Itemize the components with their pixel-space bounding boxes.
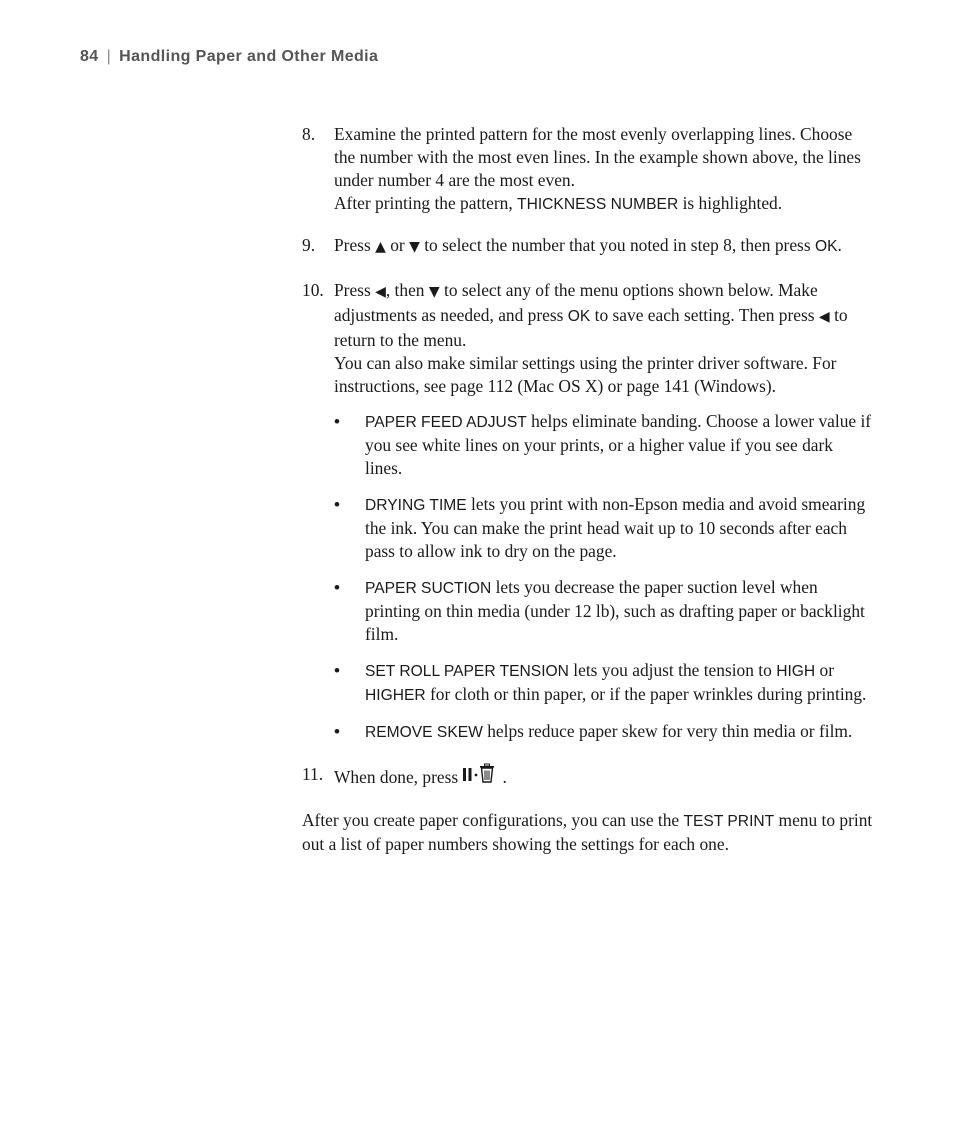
page-content [302, 123, 874, 873]
down-arrow-icon: ▼ [409, 239, 420, 255]
step-number: 8. [302, 124, 316, 144]
bullet-icon: • [334, 412, 340, 431]
step-text: Press ◀, then ▼ to select any of the menu options shown below. Make adjustments as needed, and press OK to save each setting. Then press ◀ to return to the menu. [334, 280, 848, 350]
step-9 [302, 234, 874, 259]
bullet-icon: • [334, 495, 340, 514]
ui-label: PAPER FEED ADJUST [365, 414, 527, 431]
list-item: • DRYING TIME lets you print with non-Epson media and avoid smearing the ink. You can make the print head wait up to 10 seconds after each pass to allow ink to dry on the page. [334, 494, 866, 561]
list-item: • PAPER SUCTION lets you decrease the paper suction level when printing on thin media (under 12 lb), such as drafting paper or backlight film. [334, 577, 865, 644]
step-11 [302, 763, 874, 791]
step-10 [302, 279, 874, 744]
left-arrow-icon: ◀ [375, 284, 386, 300]
ui-label: REMOVE SKEW [365, 724, 483, 741]
pause-cancel-icon [462, 763, 502, 791]
step-note: You can also make similar settings using the printer driver software. For instructions, see page 112 (Mac OS X) or page 141 (Windows). [334, 353, 837, 396]
closing-paragraph: After you create paper configurations, you can use the TEST PRINT menu to print out a list of paper numbers showing the settings for each one. [302, 810, 873, 854]
list-item: • SET ROLL PAPER TENSION lets you adjust the tension to HIGH or HIGHER for cloth or thin paper, or if the paper wrinkles during printing. [334, 659, 874, 707]
step-note: After printing the pattern, THICKNESS NUMBER is highlighted. [334, 193, 783, 213]
ui-label: SET ROLL PAPER TENSION [365, 663, 569, 680]
section-title: Handling Paper and Other Media [119, 48, 379, 65]
ui-label-thickness-number: THICKNESS NUMBER [517, 196, 679, 213]
menu-options-list [334, 410, 874, 744]
ui-label: DRYING TIME [365, 497, 467, 514]
step-number: 11. [302, 764, 324, 784]
bullet-icon: • [334, 661, 340, 680]
bullet-icon: • [334, 722, 340, 741]
header-separator: | [106, 48, 112, 65]
ui-label-test-print: TEST PRINT [683, 813, 775, 830]
ui-label-higher: HIGHER [365, 687, 426, 704]
running-header [80, 48, 378, 66]
bullet-icon: • [334, 578, 340, 597]
list-item: • PAPER FEED ADJUST helps eliminate banding. Choose a lower value if you see white lines on your prints, or a higher value if you see dark lines. [334, 411, 872, 478]
step-text: Press ▲ or ▼ to select the number that you noted in step 8, then press OK. [334, 235, 842, 255]
left-arrow-icon: ◀ [818, 309, 830, 325]
down-arrow-icon: ▼ [428, 284, 440, 300]
up-arrow-icon: ▲ [375, 239, 386, 255]
step-8 [302, 123, 874, 216]
step-text: Examine the printed pattern for the most evenly overlapping lines. Choose the number with the most even lines. In the example shown above, the lines under number 4 are the most even. [334, 124, 861, 190]
ui-label-ok: OK [567, 308, 591, 325]
list-item: • REMOVE SKEW helps reduce paper skew for very thin media or film. [334, 720, 874, 744]
ui-label-ok: OK [814, 238, 838, 255]
page-number: 84 [80, 48, 99, 65]
step-text: When done, press . [334, 763, 874, 791]
ui-label-high: HIGH [776, 663, 816, 680]
step-number: 10. [302, 280, 324, 300]
step-number: 9. [302, 235, 316, 255]
ui-label: PAPER SUCTION [365, 580, 492, 597]
